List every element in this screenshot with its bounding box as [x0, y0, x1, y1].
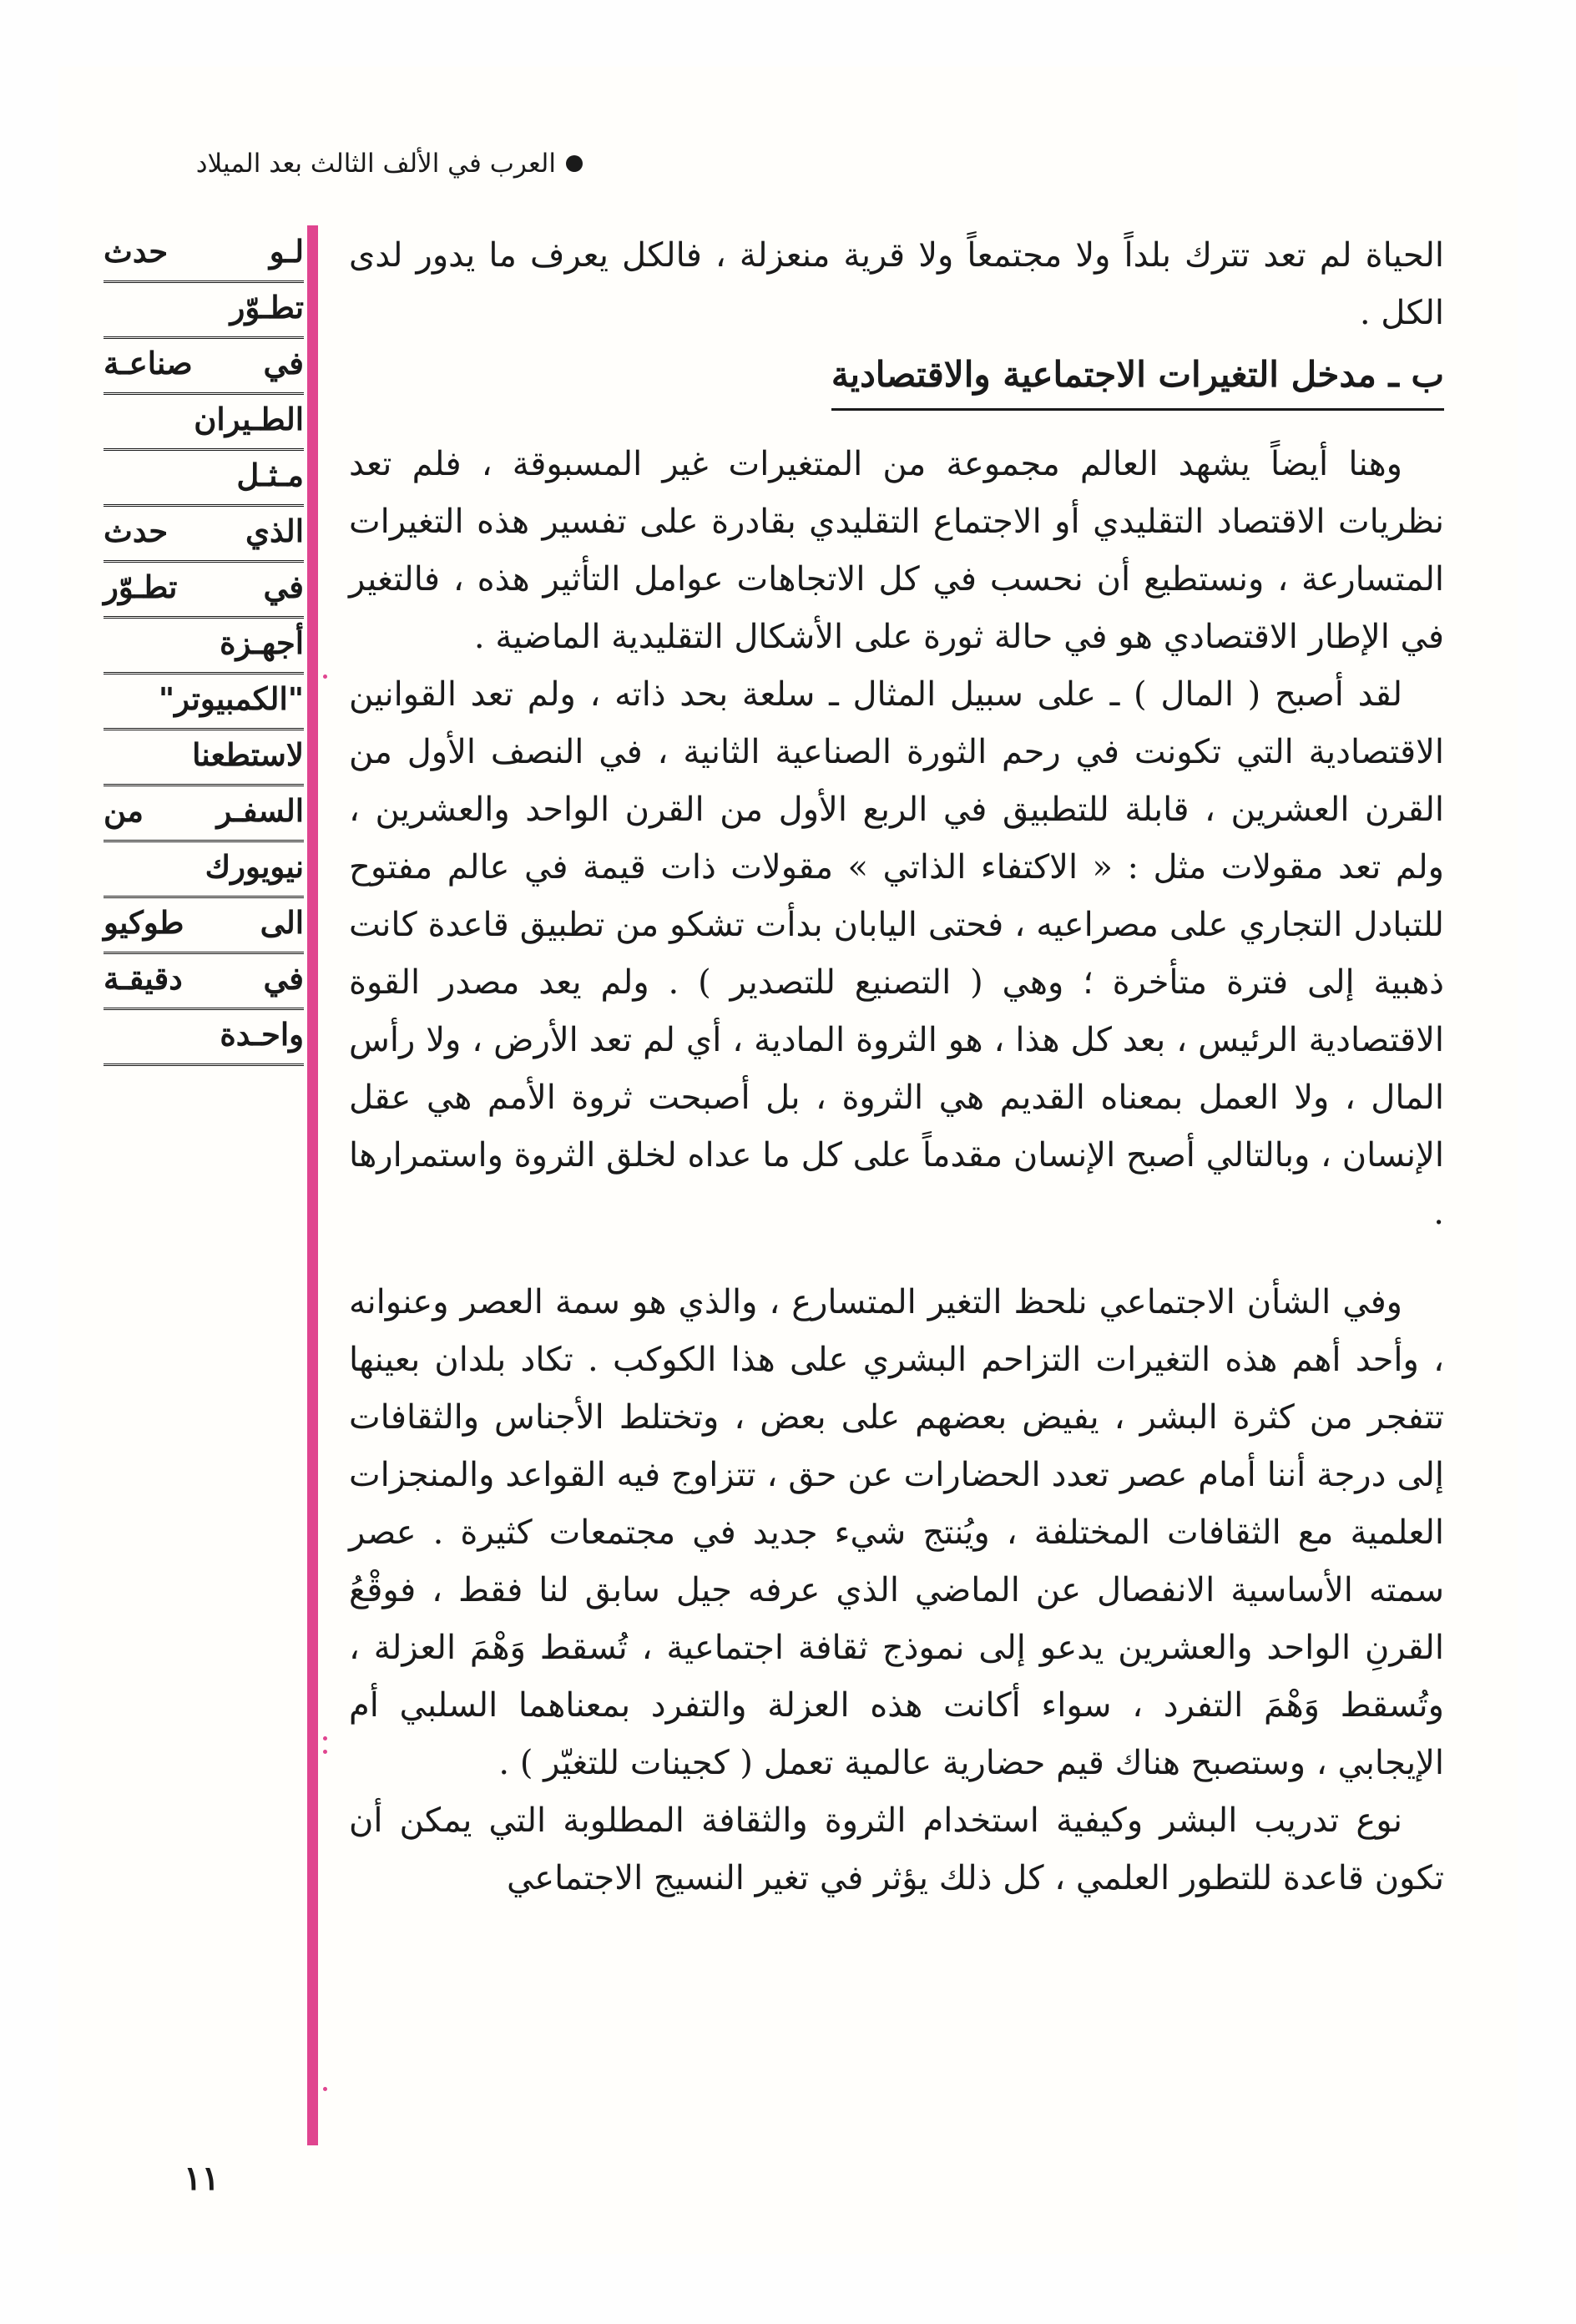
- body-paragraph: وهنا أيضاً يشهد العالم مجموعة من المتغيرات غير المسبوقة ، فلم تعد نظريات الاقتصاد التقليدي أو الاجتماع التقليدي بقادرة على تفسير هذه التغيرات المتسارعة ، ونستطيع أن نحسب في كل الاتجاهات عوامل التأثير هذه ، فالتغير في الإطار الاقتصادي هو في حالة ثورة على الأشكال التقليدية الماضية .: [349, 445, 1444, 656]
- running-header: [149, 149, 583, 179]
- pull-quote-line: تطـوّر: [104, 283, 304, 339]
- rule-dot: [323, 1736, 327, 1740]
- pull-quote-line: في صناعـة: [104, 339, 304, 395]
- pull-quote-line: في تطـوّر: [104, 563, 304, 619]
- running-title: العرب في الألف الثالث بعد الميلاد: [195, 149, 556, 179]
- pull-quote-line: "الكمبيوتر": [104, 674, 304, 730]
- body-paragraph: وفي الشأن الاجتماعي نلحظ التغير المتسارع ، والذي هو سمة العصر وعنوانه ، وأحد أهم هذه التغيرات التزاحم البشري على هذا الكوكب . تكاد بلدان بعينها تتفجر من كثرة البشر ، يفيض بعضهم على بعض ، وتختلط الأجناس والثقافات إلى درجة أننا أمام عصر تعدد الحضارات عن حق ، تتزاوج فيه القواعد والمنجزات العلمية مع الثقافات المختلفة ، ويُنتج شيء جديد في مجتمعات كثيرة . عصر سمته الأساسية الانفصال عن الماضي الذي عرفه جيل سابق لنا فقط ، فوقْعُ القرنِ الواحد والعشرين يدعو إلى نموذج ثقافة اجتماعية ، تُسقط وَهْمَ العزلة ، وتُسقط وَهْمَ التفرد ، سواء أكانت هذه العزلة والتفرد بمعناهما السلبي أم الإيجابي ، وستصبح هناك قيم حضارية عالمية تعمل ( كجينات للتغيّر ) .: [349, 1283, 1444, 1782]
- pull-quote-line: الذي حدث: [104, 507, 304, 563]
- pull-quote-line: نيويورك: [104, 842, 304, 898]
- pull-quote-line: الى طوكيو: [104, 898, 304, 954]
- paragraph-gap: [349, 1242, 1444, 1274]
- section-heading: ب ـ مدخل التغيرات الاجتماعية والاقتصادية: [831, 346, 1444, 411]
- pull-quote-line: لـو حدث: [104, 227, 304, 283]
- body-paragraph: نوع تدريب البشر وكيفية استخدام الثروة والثقافة المطلوبة التي يمكن أن تكون قاعدة للتطور العلمي ، كل ذلك يؤثر في تغير النسيج الاجتماعي: [349, 1801, 1444, 1897]
- opening-paragraph: الحياة لم تعد تترك بلداً ولا مجتمعاً ولا قرية منعزلة ، فالكل يعرف ما يدور لدى الكل .: [349, 236, 1444, 332]
- bullet-icon: [566, 155, 583, 172]
- pull-quote-line: لاستطعنا: [104, 730, 304, 786]
- pull-quote-line: مـثـل: [104, 451, 304, 507]
- rule-dot: [323, 1750, 327, 1754]
- body-text: [349, 227, 1444, 1907]
- body-paragraph: لقد أصبح ( المال ) ـ على سبيل المثال ـ سلعة بحد ذاته ، ولم تعد القوانين الاقتصادية التي تكونت في رحم الثورة الصناعية الثانية ، في النصف الأول من القرن العشرين ، قابلة للتطبيق في الربع الأول من القرن الواحد والعشرين ، ولم تعد مقولات مثل : « الاكتفاء الذاتي » مقولات ذات قيمة في عالم مفتوح للتبادل التجاري على مصراعيه ، فحتى اليابان بدأت تشكو من تطبيق قاعدة كانت ذهبية إلى فترة متأخرة ؛ وهي ( التصنيع للتصدير ) . ولم يعد مصدر القوة الاقتصادية الرئيس ، بعد كل هذا ، هو الثروة المادية ، أي لم تعد الأرض ، ولا رأس المال ، ولا العمل بمعناه القديم هي الثروة ، بل أصبحت ثروة الأمم هي عقل الإنسان ، وبالتالي أصبح الإنسان مقدماً على كل ما عداه لخلق الثروة واستمرارها .: [349, 675, 1444, 1232]
- pull-quote-line: الطـيران: [104, 395, 304, 451]
- rule-dot: [323, 674, 327, 679]
- pull-quote-line: في دقيقـة: [104, 954, 304, 1010]
- pull-quote-line: السفـر من: [104, 786, 304, 842]
- margin-pull-quote: [104, 227, 304, 1066]
- rule-dot: [323, 2087, 327, 2091]
- pull-quote-line: أجهـزة: [104, 619, 304, 674]
- margin-rule: [307, 225, 318, 2145]
- page-number: ١١: [184, 2159, 220, 2198]
- pull-quote-line: واحـدة: [104, 1010, 304, 1066]
